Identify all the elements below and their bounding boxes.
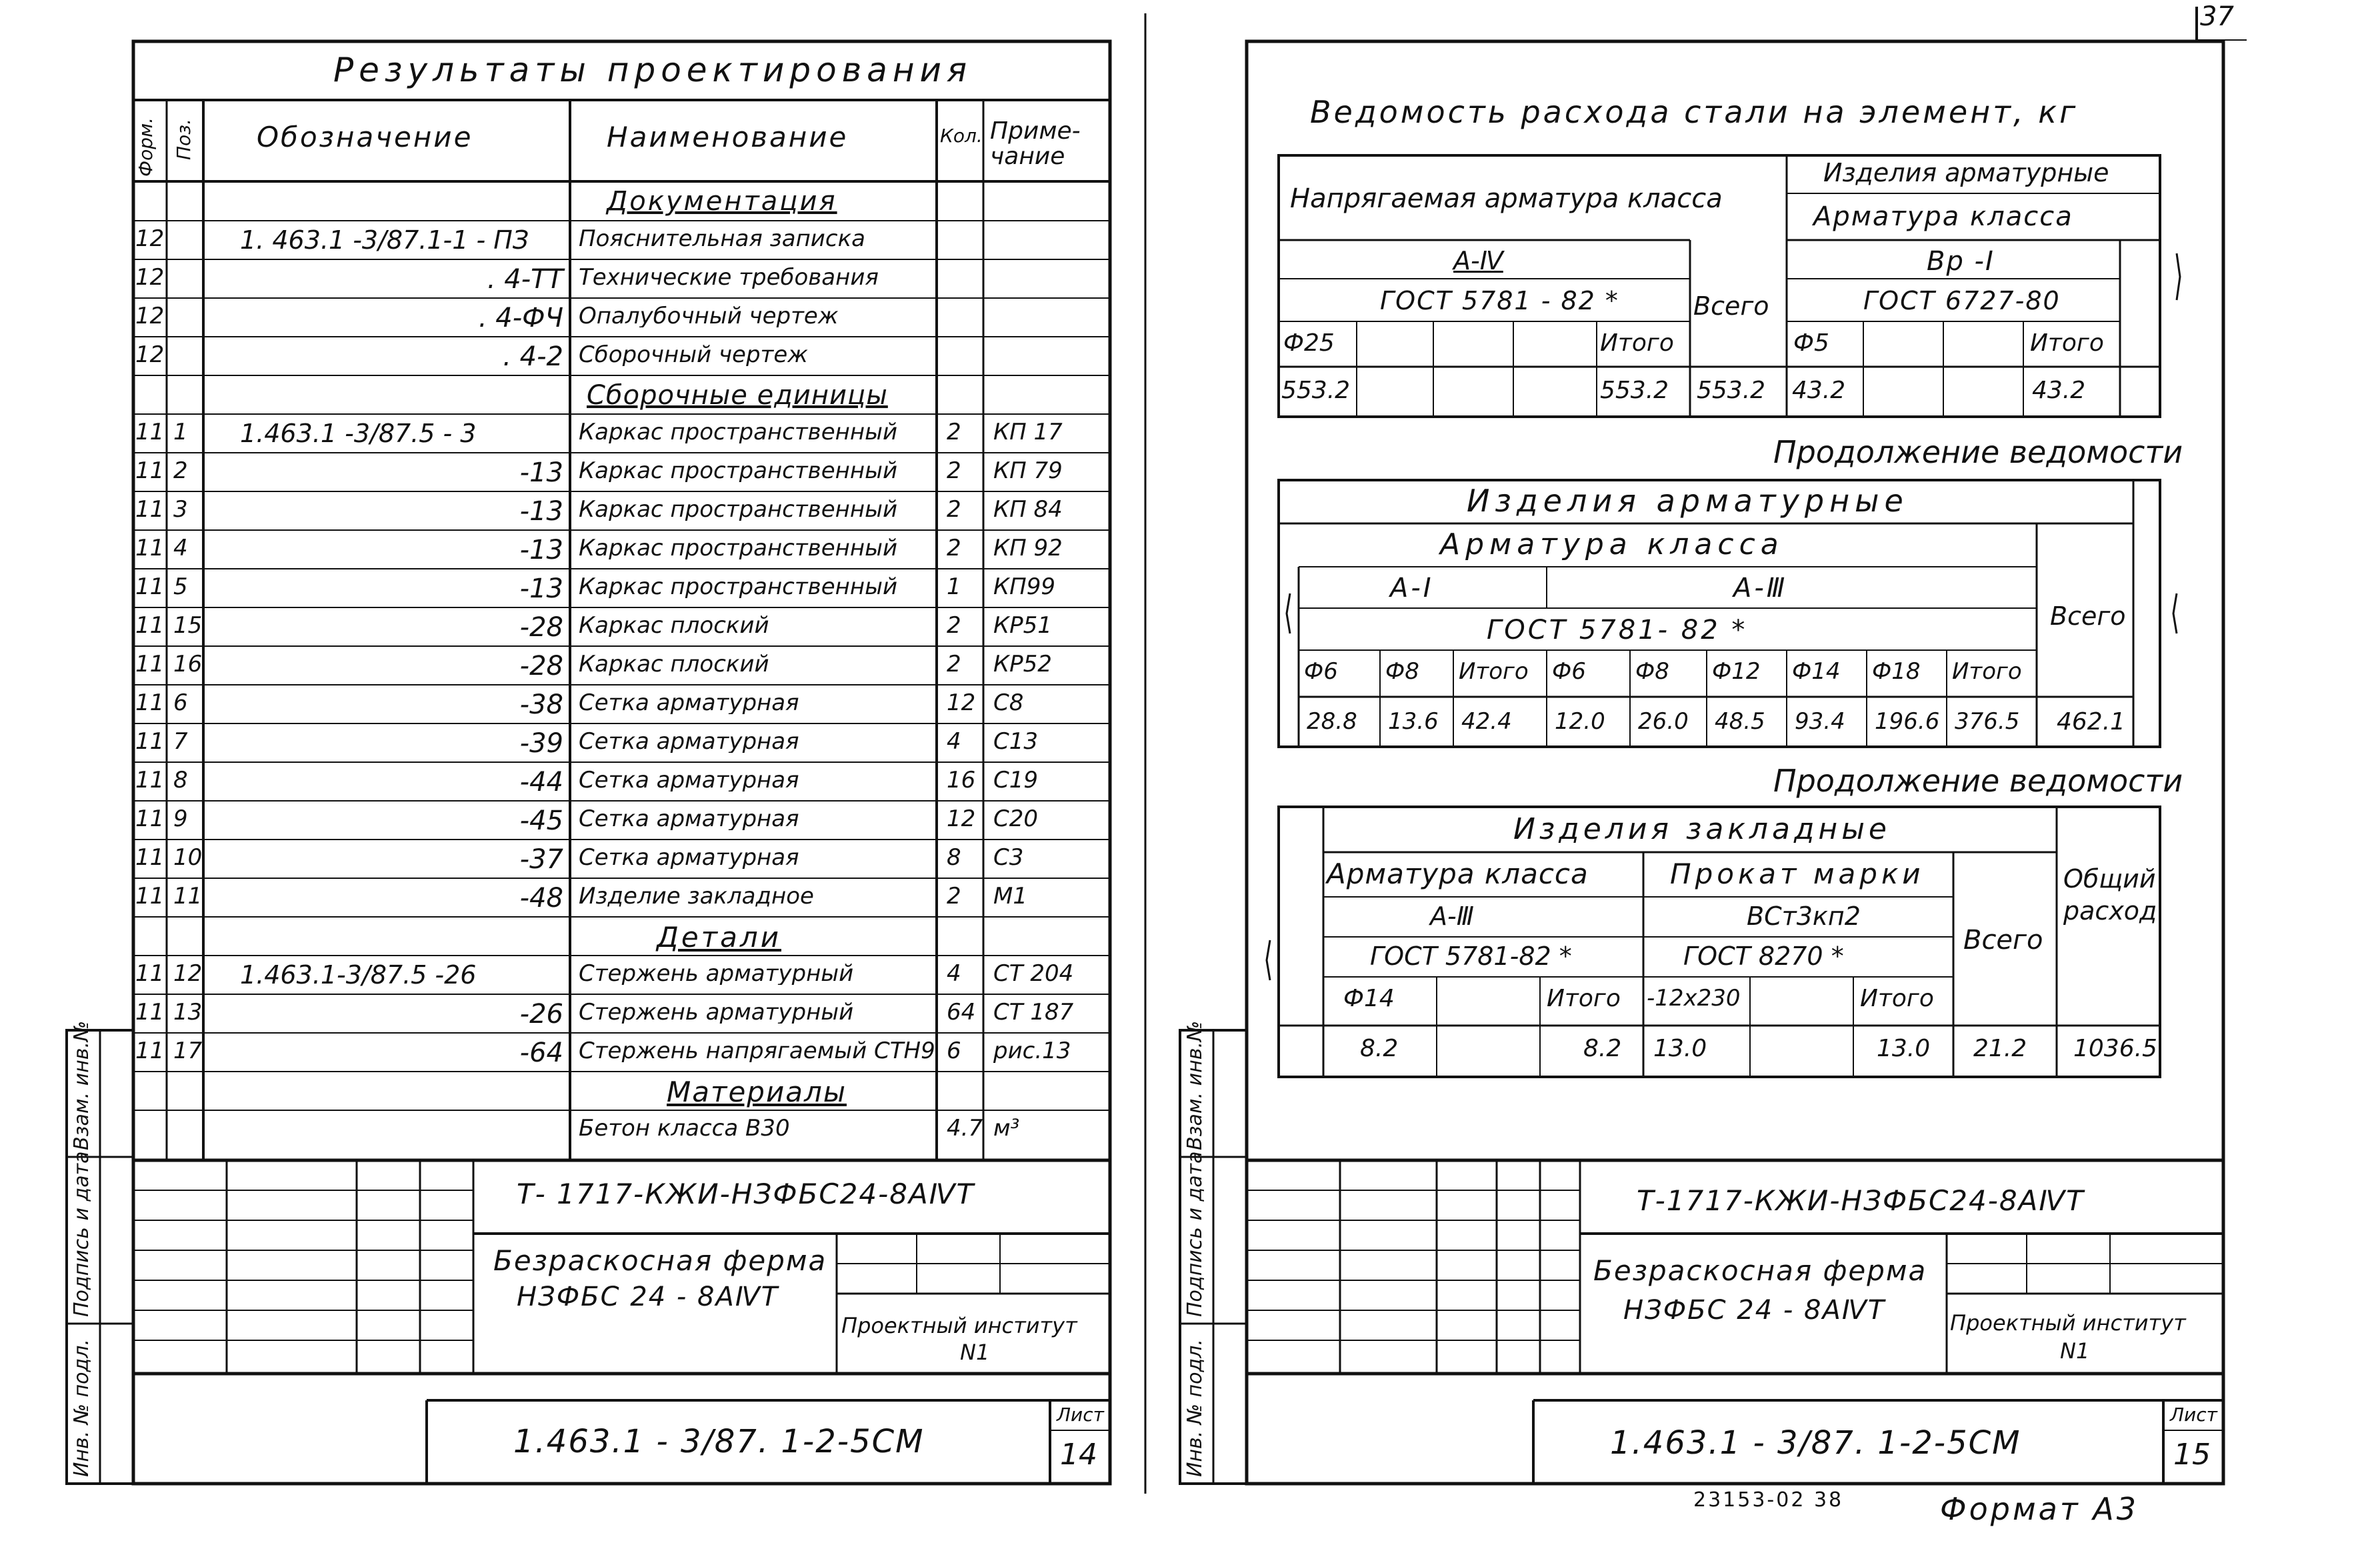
t2-gost: ГОСТ 5781- 82 *	[1487, 615, 1748, 645]
right-stamp-sheet-label: Лист	[2170, 1404, 2217, 1426]
row-format: 11	[135, 651, 165, 677]
t1-d25: Ф25	[1283, 329, 1335, 357]
t1-gost1: ГОСТ 5781 - 82 *	[1380, 286, 1619, 315]
row-designation: -13	[519, 573, 563, 604]
t2-head-cell: Ф8	[1385, 658, 1419, 685]
t3-rebar-class: Арматура класса	[1327, 858, 1589, 890]
right-stamp-code: Т-1717-КЖИ-НЗФБС24-8АⅣТ	[1637, 1184, 2085, 1217]
row-position: 16	[173, 651, 203, 677]
t1-v-d25: 553.2	[1281, 377, 1351, 404]
t2-head-cell: Ф18	[1872, 658, 1921, 685]
row-note: КП99	[993, 573, 1055, 600]
t3-total: Всего	[1963, 925, 2043, 956]
t3-h-itogo1: Итого	[1547, 985, 1621, 1012]
t1-vr1: Вр -Ⅰ	[1927, 246, 1995, 277]
row-note: КП 92	[993, 535, 1063, 561]
row-qty: 8	[947, 844, 961, 871]
t1-v-itogo2: 43.2	[2032, 377, 2086, 404]
t2-head-cell: Ф12	[1712, 658, 1761, 685]
row-position: 1	[173, 419, 188, 445]
row-position: 5	[173, 573, 188, 600]
t2-value-cell: 12.0	[1555, 708, 1605, 735]
t2-head-cell: Ф6	[1304, 658, 1338, 685]
left-stamp-doc-number: 1.463.1 - 3/87. 1-2-5СМ	[513, 1423, 925, 1460]
t2-a1: А-Ⅰ	[1390, 573, 1434, 603]
t2-value-cell: 42.4	[1461, 708, 1512, 735]
t3-steel: ВСт3кп2	[1747, 902, 1861, 931]
row-qty: 2	[947, 457, 961, 484]
header-qty: Кол.	[940, 125, 983, 147]
row-format: 12	[135, 341, 165, 368]
t3-gost2: ГОСТ 8270 *	[1683, 942, 1844, 971]
row-position: 8	[173, 767, 188, 794]
row-name: Каркас пространственный	[579, 421, 898, 443]
row-position: 4	[173, 535, 188, 561]
row-designation: -44	[519, 767, 563, 798]
t3-v-d14: 8.2	[1360, 1035, 1399, 1062]
t1-gost2: ГОСТ 6727-80	[1863, 286, 2061, 315]
row-note: С3	[993, 844, 1024, 871]
row-designation: 1.463.1 -3/87.5 - 3	[240, 419, 477, 448]
section-details: Детали	[657, 921, 781, 954]
left-stamp-code: Т- 1717-КЖИ-НЗФБС24-8АⅣТ	[517, 1178, 975, 1210]
row-qty: 2	[947, 883, 961, 910]
row-format: 12	[135, 225, 165, 252]
section-docs: Документация	[607, 186, 837, 217]
left-side-label-sign: Подпись и дата	[70, 1151, 93, 1317]
t1-v-vsego: 553.2	[1697, 377, 1766, 404]
t2-total: Всего	[2050, 601, 2126, 631]
t2-value-cell: 376.5	[1955, 708, 2020, 735]
t2-value-cell: 13.6	[1388, 708, 1439, 735]
t1-d5: Ф5	[1793, 329, 1829, 357]
row-note: КР52	[993, 651, 1052, 677]
row-designation: -28	[519, 612, 563, 643]
row-note: С8	[993, 689, 1024, 716]
row-format: 12	[135, 303, 165, 329]
row-note: рис.13	[993, 1038, 1071, 1064]
row-qty: 12	[947, 806, 976, 832]
section-materials: Материалы	[667, 1076, 847, 1108]
row-designation: -48	[519, 883, 563, 914]
row-position: 15	[173, 612, 203, 639]
row-position: 7	[173, 728, 188, 755]
row-designation: 1. 463.1 -3/87.1-1 - ПЗ	[240, 225, 529, 255]
row-note: М1	[993, 883, 1027, 910]
t2-head-cell: Итого	[1952, 658, 2022, 685]
row-format: 11	[135, 999, 165, 1026]
row-qty: 2	[947, 535, 961, 561]
t3-v-itogo2: 13.0	[1877, 1035, 1931, 1062]
row-name: Каркас плоский	[579, 653, 769, 675]
t3-rolled: Прокат марки	[1670, 858, 1925, 890]
t3-h-plate: -12х230	[1647, 985, 1741, 1012]
row-note: СТ 187	[993, 999, 1074, 1026]
format-label: Формат А3	[1940, 1491, 2139, 1527]
row-format: 11	[135, 806, 165, 832]
row-designation: . 4-ТТ	[487, 264, 563, 295]
row-note: КР51	[993, 612, 1052, 639]
row-position: 6	[173, 689, 188, 716]
header-pos: Поз.	[173, 119, 195, 160]
mark-z-1	[2177, 253, 2180, 300]
row-note: С20	[993, 806, 1039, 832]
right-side-label-repl: Взам. инв.№	[1183, 1020, 1207, 1150]
row-position: 12	[173, 960, 203, 987]
row-qty: 1	[947, 573, 961, 600]
row-note: СТ 204	[993, 960, 1074, 987]
row-position: 9	[173, 806, 188, 832]
row-designation: -13	[519, 457, 563, 488]
right-side-label-sign: Подпись и дата	[1183, 1151, 1207, 1317]
row-name: Бетон класса В30	[579, 1117, 790, 1140]
row-name: Сетка арматурная	[579, 846, 799, 869]
row-position: 3	[173, 496, 188, 523]
row-format: 11	[135, 728, 165, 755]
t1-total-all: Всего	[1693, 291, 1769, 321]
row-name: Каркас пространственный	[579, 575, 898, 598]
row-qty: 64	[947, 999, 976, 1026]
t2-value-cell: 93.4	[1795, 708, 1845, 735]
row-name: Изделие закладное	[579, 885, 814, 908]
t2-head-cell: Ф8	[1635, 658, 1669, 685]
t2-head-cell: Ф6	[1552, 658, 1586, 685]
mark-z-4	[1267, 940, 1270, 980]
right-stamp-doc-number: 1.463.1 - 3/87. 1-2-5СМ	[1610, 1424, 2021, 1462]
t3-v-total: 21.2	[1973, 1035, 2027, 1062]
row-note: КП 17	[993, 419, 1063, 445]
t1-v-itogo1: 553.2	[1600, 377, 1669, 404]
row-format: 11	[135, 419, 165, 445]
row-format: 11	[135, 457, 165, 484]
t3-general: Общий расход	[2063, 864, 2157, 926]
t1-itogo2: Итого	[2030, 329, 2104, 357]
row-designation: -28	[519, 651, 563, 681]
left-side-label-repl: Взам. инв.№	[70, 1020, 93, 1150]
row-name: Сетка арматурная	[579, 691, 799, 714]
t1-products: Изделия арматурные	[1823, 158, 2109, 187]
right-stamp-name1: Безраскосная ферма	[1593, 1254, 1927, 1287]
row-designation: -45	[519, 806, 563, 836]
row-name: Технические требования	[579, 266, 879, 289]
t1-v-d5: 43.2	[1792, 377, 1846, 404]
row-name: Стержень арматурный	[579, 1001, 854, 1024]
t2-a3: А-Ⅲ	[1733, 573, 1788, 603]
t3-gost1: ГОСТ 5781-82 *	[1370, 942, 1572, 971]
continuation-1: Продолжение ведомости	[1773, 434, 2183, 470]
right-stamp-org2: N1	[2060, 1338, 2090, 1364]
t3-embedded: Изделия закладные	[1513, 812, 1891, 846]
row-designation: -38	[519, 689, 563, 720]
row-position: 2	[173, 457, 188, 484]
row-format: 11	[135, 844, 165, 871]
left-title: Результаты проектирования	[333, 51, 973, 89]
row-format: 11	[135, 573, 165, 600]
t2-value-cell: 196.6	[1875, 708, 1940, 735]
row-name: Каркас пространственный	[579, 537, 898, 559]
row-format: 11	[135, 496, 165, 523]
row-designation: 1.463.1-3/87.5 -26	[240, 960, 477, 990]
row-position: 10	[173, 844, 203, 871]
left-stamp-org1: Проектный институт	[841, 1313, 1077, 1338]
mark-z-3	[2173, 593, 2177, 633]
row-name: Опалубочный чертеж	[579, 305, 839, 327]
row-format: 11	[135, 960, 165, 987]
right-title: Ведомость расхода стали на элемент, кг	[1310, 94, 2079, 130]
row-note: С19	[993, 767, 1039, 794]
row-note: КП 79	[993, 457, 1063, 484]
row-designation: -13	[519, 535, 563, 565]
t3-v-general: 1036.5	[2073, 1035, 2157, 1062]
row-name: Каркас плоский	[579, 614, 769, 637]
t2-rebar-class: Арматура класса	[1440, 527, 1784, 561]
left-stamp-name1: Безраскосная ферма	[493, 1244, 827, 1277]
row-qty: 6	[947, 1038, 961, 1064]
t2-products: Изделия арматурные	[1467, 483, 1909, 519]
row-name: Стержень арматурный	[579, 962, 854, 985]
row-designation: -26	[519, 999, 563, 1030]
t3-h-itogo2: Итого	[1860, 985, 1934, 1012]
mark-z-2	[1287, 593, 1290, 633]
row-note: КП 84	[993, 496, 1063, 523]
page-number: 37	[2200, 1, 2234, 32]
left-stamp-name2: НЗФБС 24 - 8АⅣТ	[517, 1282, 779, 1312]
row-designation: . 4-2	[503, 341, 563, 372]
header-format: Форм.	[135, 117, 157, 177]
t2-head-cell: Итого	[1459, 658, 1529, 685]
header-note: Приме- чание	[990, 117, 1081, 170]
row-qty: 4	[947, 728, 961, 755]
t3-a3: А-Ⅲ	[1430, 902, 1474, 931]
row-format: 11	[135, 612, 165, 639]
t3-v-plate: 13.0	[1653, 1035, 1707, 1062]
row-designation: -37	[519, 844, 563, 875]
header-name: Наименование	[607, 121, 849, 153]
row-name: Сетка арматурная	[579, 730, 799, 753]
row-name: Сетка арматурная	[579, 808, 799, 830]
row-format: 11	[135, 689, 165, 716]
t2-value-cell: 28.8	[1307, 708, 1357, 735]
row-format: 11	[135, 883, 165, 910]
row-designation: . 4-ФЧ	[478, 303, 563, 333]
row-format: 11	[135, 767, 165, 794]
t2-v-total: 462.1	[2057, 708, 2126, 735]
left-stamp-sheet-label: Лист	[1057, 1404, 1104, 1426]
left-stamp-sheet: 14	[1060, 1438, 1097, 1472]
right-side-label-inv: Инв. № подл.	[1183, 1339, 1207, 1477]
row-qty: 4	[947, 960, 961, 987]
t1-tensioned: Напрягаемая арматура класса	[1290, 183, 1723, 214]
t2-value-cell: 48.5	[1715, 708, 1765, 735]
t3-v-itogo1: 8.2	[1583, 1035, 1622, 1062]
row-designation: -13	[519, 496, 563, 527]
row-name: Каркас пространственный	[579, 498, 898, 521]
continuation-2: Продолжение ведомости	[1773, 763, 2183, 799]
t1-rebar-class: Арматура класса	[1813, 201, 2073, 232]
row-qty: 4.7	[947, 1115, 983, 1142]
row-qty: 12	[947, 689, 976, 716]
t2-value-cell: 26.0	[1638, 708, 1689, 735]
right-stamp-sheet: 15	[2173, 1438, 2211, 1472]
row-name: Стержень напрягаемый СТН9	[579, 1040, 935, 1062]
row-position: 17	[173, 1038, 203, 1064]
t1-a4: А-Ⅳ	[1453, 246, 1503, 275]
row-qty: 2	[947, 496, 961, 523]
row-name: Пояснительная записка	[579, 227, 865, 250]
footer-code: 23153-02 38	[1693, 1488, 1844, 1512]
row-designation: -39	[519, 728, 563, 759]
row-qty: 16	[947, 767, 976, 794]
t1-itogo1: Итого	[1600, 329, 1674, 357]
row-note: С13	[993, 728, 1039, 755]
row-qty: 2	[947, 419, 961, 445]
row-position: 13	[173, 999, 203, 1026]
left-stamp-org2: N1	[960, 1340, 990, 1365]
right-stamp-name2: НЗФБС 24 - 8АⅣТ	[1623, 1295, 1886, 1326]
row-name: Сборочный чертеж	[579, 343, 808, 366]
row-format: 12	[135, 264, 165, 291]
row-position: 11	[173, 883, 203, 910]
row-qty: 2	[947, 651, 961, 677]
t3-h-d14: Ф14	[1343, 985, 1395, 1012]
row-format: 11	[135, 1038, 165, 1064]
right-stamp-org1: Проектный институт	[1950, 1310, 2186, 1336]
row-note: м³	[993, 1115, 1020, 1142]
header-designation: Обозначение	[257, 121, 473, 153]
row-designation: -64	[519, 1038, 563, 1068]
row-name: Каркас пространственный	[579, 459, 898, 482]
t2-head-cell: Ф14	[1792, 658, 1841, 685]
row-name: Сетка арматурная	[579, 769, 799, 792]
row-qty: 2	[947, 612, 961, 639]
left-side-label-inv: Инв. № подл.	[70, 1339, 93, 1477]
section-units: Сборочные единицы	[587, 380, 888, 411]
row-format: 11	[135, 535, 165, 561]
